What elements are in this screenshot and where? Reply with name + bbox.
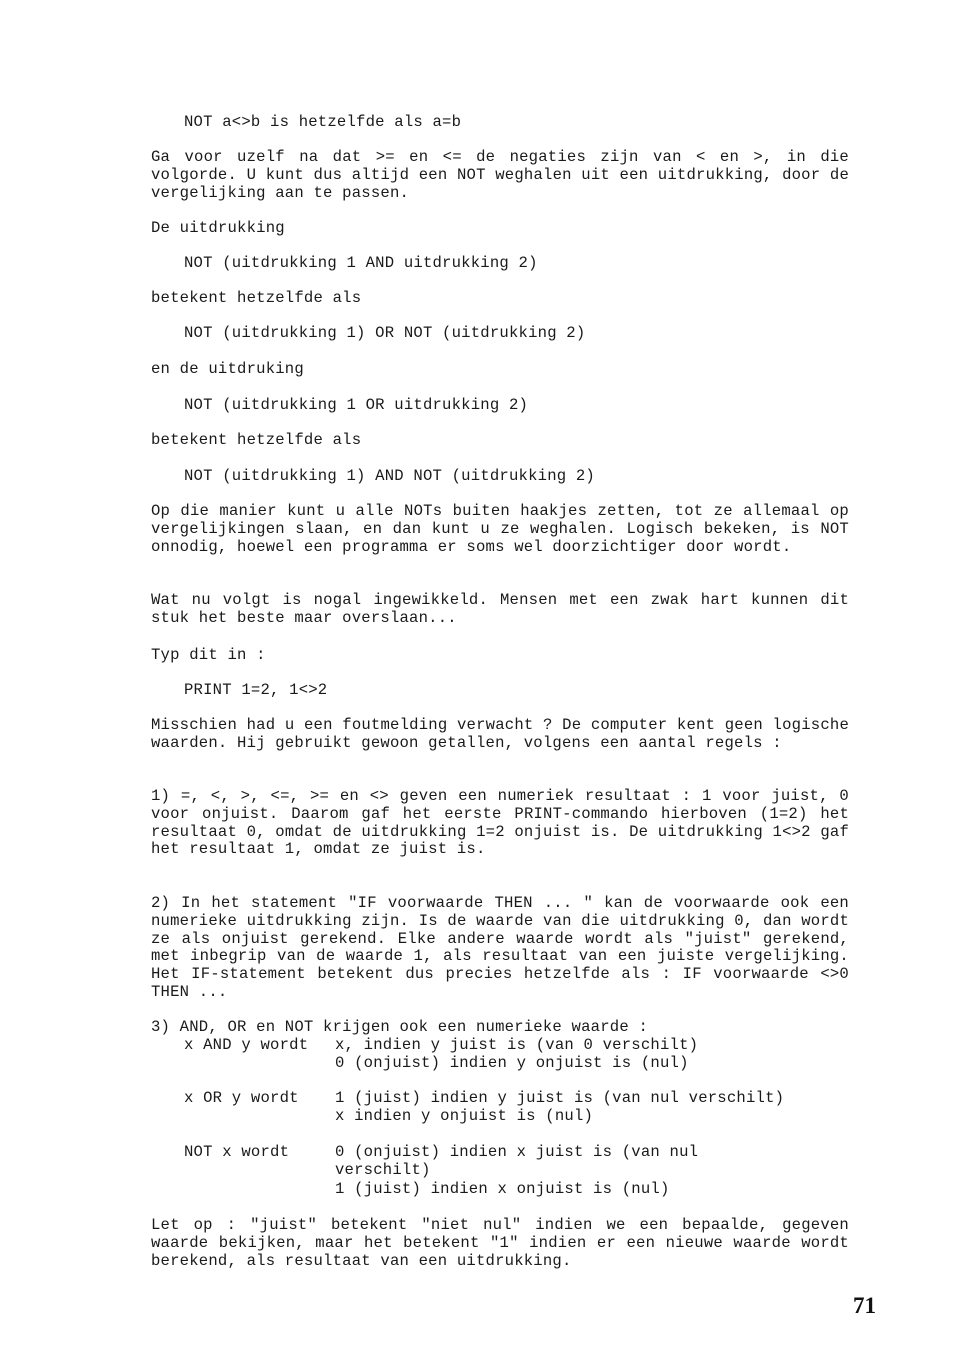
paragraph-ga-voor: Ga voor uzelf na dat >= en <= de negaties zijn van < en >, in die volgorde. U kunt dus altijd een NOT weghalen uit een uitdrukking, door de vergelijking aan te passen. (151, 148, 849, 202)
code-line-2: NOT (uitdrukking 1) OR NOT (uitdrukking 2) (184, 324, 586, 342)
or-label: x OR y wordt (184, 1089, 299, 1107)
label-betekent-1: betekent hetzelfde als (151, 289, 362, 307)
and-line-2: 0 (onjuist) indien y onjuist is (nul) (335, 1054, 689, 1072)
not-line-3: 1 (juist) indien x onjuist is (nul) (335, 1180, 670, 1198)
label-typ-dit-in: Typ dit in : (151, 646, 266, 664)
label-betekent-2: betekent hetzelfde als (151, 431, 362, 449)
paragraph-op-die-manier: Op die manier kunt u alle NOTs buiten haakjes zetten, tot ze allemaal op vergelijkingen slaan, en dan kunt u ze weghalen. Logisch bekeken, is NOT onnodig, hoewel een programma er soms wel doorzichtiger door wordt. (151, 502, 849, 556)
paragraph-wat-nu-volgt: Wat nu volgt is nogal ingewikkeld. Mensen met een zwak hart kunnen dit stuk het beste maar overslaan... (151, 591, 849, 627)
paragraph-misschien: Misschien had u een foutmelding verwacht ? De computer kent geen logische waarden. Hij gebruikt gewoon getallen, volgens een aantal regels : (151, 716, 849, 752)
or-line-1: 1 (juist) indien y juist is (van nul verschilt) (335, 1089, 785, 1107)
label-de-uitdrukking: De uitdrukking (151, 219, 285, 237)
code-print: PRINT 1=2, 1<>2 (184, 681, 328, 699)
not-line-1: 0 (onjuist) indien x juist is (van nul (335, 1143, 699, 1161)
not-label: NOT x wordt (184, 1143, 290, 1161)
paragraph-let-op: Let op : "juist" betekent "niet nul" indien we een bepaalde, gegeven waarde bekijken, maar het betekent "1" indien er een nieuwe waarde wordt berekend, als resultaat van een uitdrukking. (151, 1216, 849, 1270)
label-en-de-uitdruking: en de uitdruking (151, 360, 304, 378)
or-line-2: x indien y onjuist is (nul) (335, 1107, 594, 1125)
code-line-4: NOT (uitdrukking 1) AND NOT (uitdrukking 2) (184, 467, 595, 485)
rule-3-heading: 3) AND, OR en NOT krijgen ook een numerieke waarde : (151, 1018, 649, 1036)
and-label: x AND y wordt (184, 1036, 309, 1054)
paragraph-rule-2: 2) In het statement "IF voorwaarde THEN ... " kan de voorwaarde ook een numerieke uitdrukking zijn. Is de waarde van die uitdrukking 0, dan wordt ze als onjuist gerekend. Elke andere waarde wordt als "juist" gerekend, met inbegrip van de waarde 1, als resultaat van een juiste vergelijking. Het IF-statement betekent dus precies hetzelfde als : IF voorwaarde <>0 THEN ... (151, 894, 849, 1001)
line-not-ab: NOT a<>b is hetzelfde als a=b (184, 113, 462, 131)
code-line-1: NOT (uitdrukking 1 AND uitdrukking 2) (184, 254, 538, 272)
not-line-2: verschilt) (335, 1161, 431, 1179)
page-number: 71 (853, 1293, 876, 1318)
code-line-3: NOT (uitdrukking 1 OR uitdrukking 2) (184, 396, 529, 414)
and-line-1: x, indien y juist is (van 0 verschilt) (335, 1036, 699, 1054)
paragraph-rule-1: 1) =, <, >, <=, >= en <> geven een numeriek resultaat : 1 voor juist, 0 voor onjuist. Daarom gaf het eerste PRINT-commando hierboven (1=2) het resultaat 0, omdat de uitdrukking 1=2 onjuist is. De uitdrukking 1<>2 gaf het resultaat 1, omdat ze juist is. (151, 787, 849, 859)
